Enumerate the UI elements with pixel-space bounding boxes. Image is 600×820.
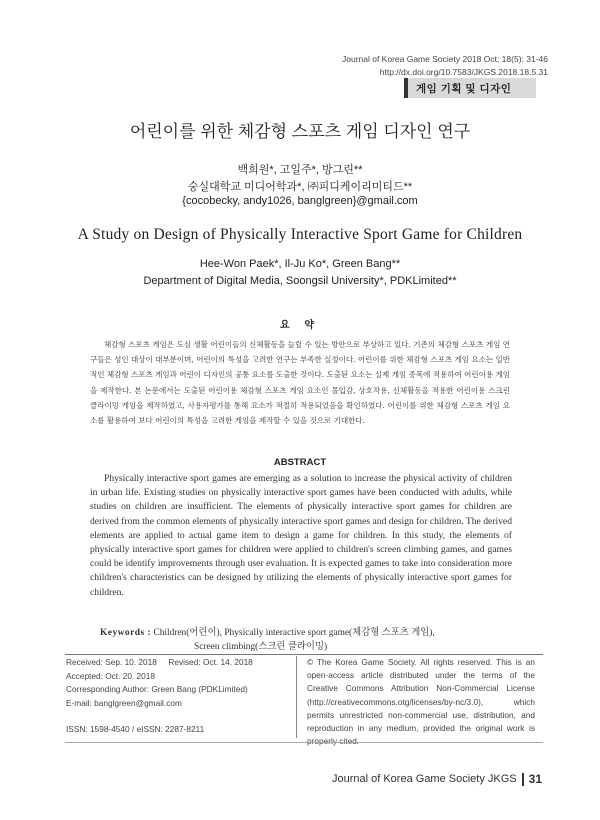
article-meta: [66, 656, 292, 737]
doi-link[interactable]: http://dx.doi.org/10.7583/JKGS.2018.18.5.31: [379, 67, 548, 77]
author-email: E-mail: banglgreen@gmail.com: [66, 697, 182, 708]
accepted-date: Accepted: Oct. 20. 2018: [66, 670, 156, 681]
category-label: 게임 기획 및 디자인: [416, 82, 512, 95]
info-top-rule: [65, 654, 543, 655]
author-emails: {cocobecky, andy1026, banglgreen}@gmail.com: [182, 195, 418, 207]
keywords-label: Keywords :: [100, 628, 152, 638]
page-number: 31: [528, 772, 542, 786]
english-abstract-text: Physically interactive sport games are emerging as a solution to increase the physical activity of children in urban life. Existing studies on physically interactive sport games have been conducted with adults, while studies on children are insufficient. The elements of physically interactive sport games for children are derived from the common elements of physically interactive sport games and design for children. The derived elements are applied to actual game item to design a game for children. In this study, the elements of physically interactive sport games for children were applied to children's screen climbing games, and games could be identify improvements through user evaluation. It is expected games to take into consideration more children's characteristics can be designed by utilizing the elements of physically interactive sport games for children.: [90, 473, 512, 598]
english-authors: Hee-Won Paek*, Il-Ju Ko*, Green Bang**: [199, 258, 401, 270]
keywords-line-2: Screen climbing(스크린 클라이밍): [194, 642, 328, 652]
english-abstract: [90, 472, 512, 600]
footer-journal: Journal of Korea Game Society JKGS: [331, 773, 517, 785]
english-affiliation: Department of Digital Media, Soongsil University*, PDKLimited**: [143, 275, 457, 287]
copyright-notice: © The Korea Game Society. All rights reserved. This is an open-access article distributed under the terms of the Creative Commons Attribution Non-Commercial License (http://creativecommons.otg/licenses/by-nc/3.0), which permits unrestricted non-commercial use, distribution, and reproduction in any medium, provided the original work is: [307, 657, 535, 734]
footer-separator: [522, 773, 524, 786]
keywords: [100, 626, 435, 654]
info-divider: [296, 656, 297, 738]
issn: ISSN: 1598-4540 / eISSN: 2287-8211: [66, 724, 205, 734]
category-badge: [404, 78, 536, 98]
info-bottom-rule: [65, 742, 543, 743]
english-title: A Study on Design of Physically Interactive Sport Game for Children: [77, 226, 523, 243]
korean-abstract-heading: 요 약: [279, 320, 321, 331]
korean-title: 어린이를 위한 체감형 스포츠 게임 디자인 연구: [129, 122, 471, 141]
received-dates: Received: Sep. 10. 2018 Revised: Oct. 14. 2018: [66, 657, 253, 667]
korean-abstract: [90, 337, 510, 428]
page-footer: [332, 772, 542, 786]
korean-abstract-text: 체감형 스포츠 게임은 도심 생활 어린이들의 신체활동을 늘릴 수 있는 방안으로 부상하고 있다. 기존의 체감형 스포츠 게임 연구들은 성인 대상이 대부분이며, 어린이의 특성을 고려한 연구는 부족한 실정이다. 어린이를 위한 체감형 스포츠 게임 요소는 일반적인 체감형 스포츠 게임과 어린이 디자인의 공통 요소를 도출한 것이다. 도출된 요소는 실제 게임 종목에 적용하여 어린이용 게임을 제작한다. 본 논문에서는 도출된 어린이용 체감형 스포츠 게임 요소인 몰입감, 상호작용, 신체활동을 적용한 어린이용 스크린 클라이밍 게임을 제작하였고, 사용자평가를 통해 요소가 적절히 적용되었음을 확인하였다. 어린이를 위한 체감형 스포츠 게임 요소를 활용하여 보다 어린이의 특성을 고려한 게임을 제작할 수 있을 것으로 기대한다.: [90, 340, 510, 426]
keywords-line-1: Children(어린이), Physically interactive sport game(체감형 스포츠 게임),: [153, 628, 435, 638]
korean-affiliation: 숭실대학교 미디어학과*, ㈜피디케이리미티드**: [187, 181, 413, 193]
category-bar: [404, 78, 408, 98]
abstract-heading: ABSTRACT: [273, 457, 327, 468]
corresponding-author: Corresponding Author: Green Bang (PDKLimited): [66, 684, 248, 694]
korean-authors: 백희원*, 고일주*, 방그린**: [237, 164, 363, 176]
journal-citation: Journal of Korea Game Society 2018 Oct; 18(5): 31-46: [341, 54, 548, 64]
